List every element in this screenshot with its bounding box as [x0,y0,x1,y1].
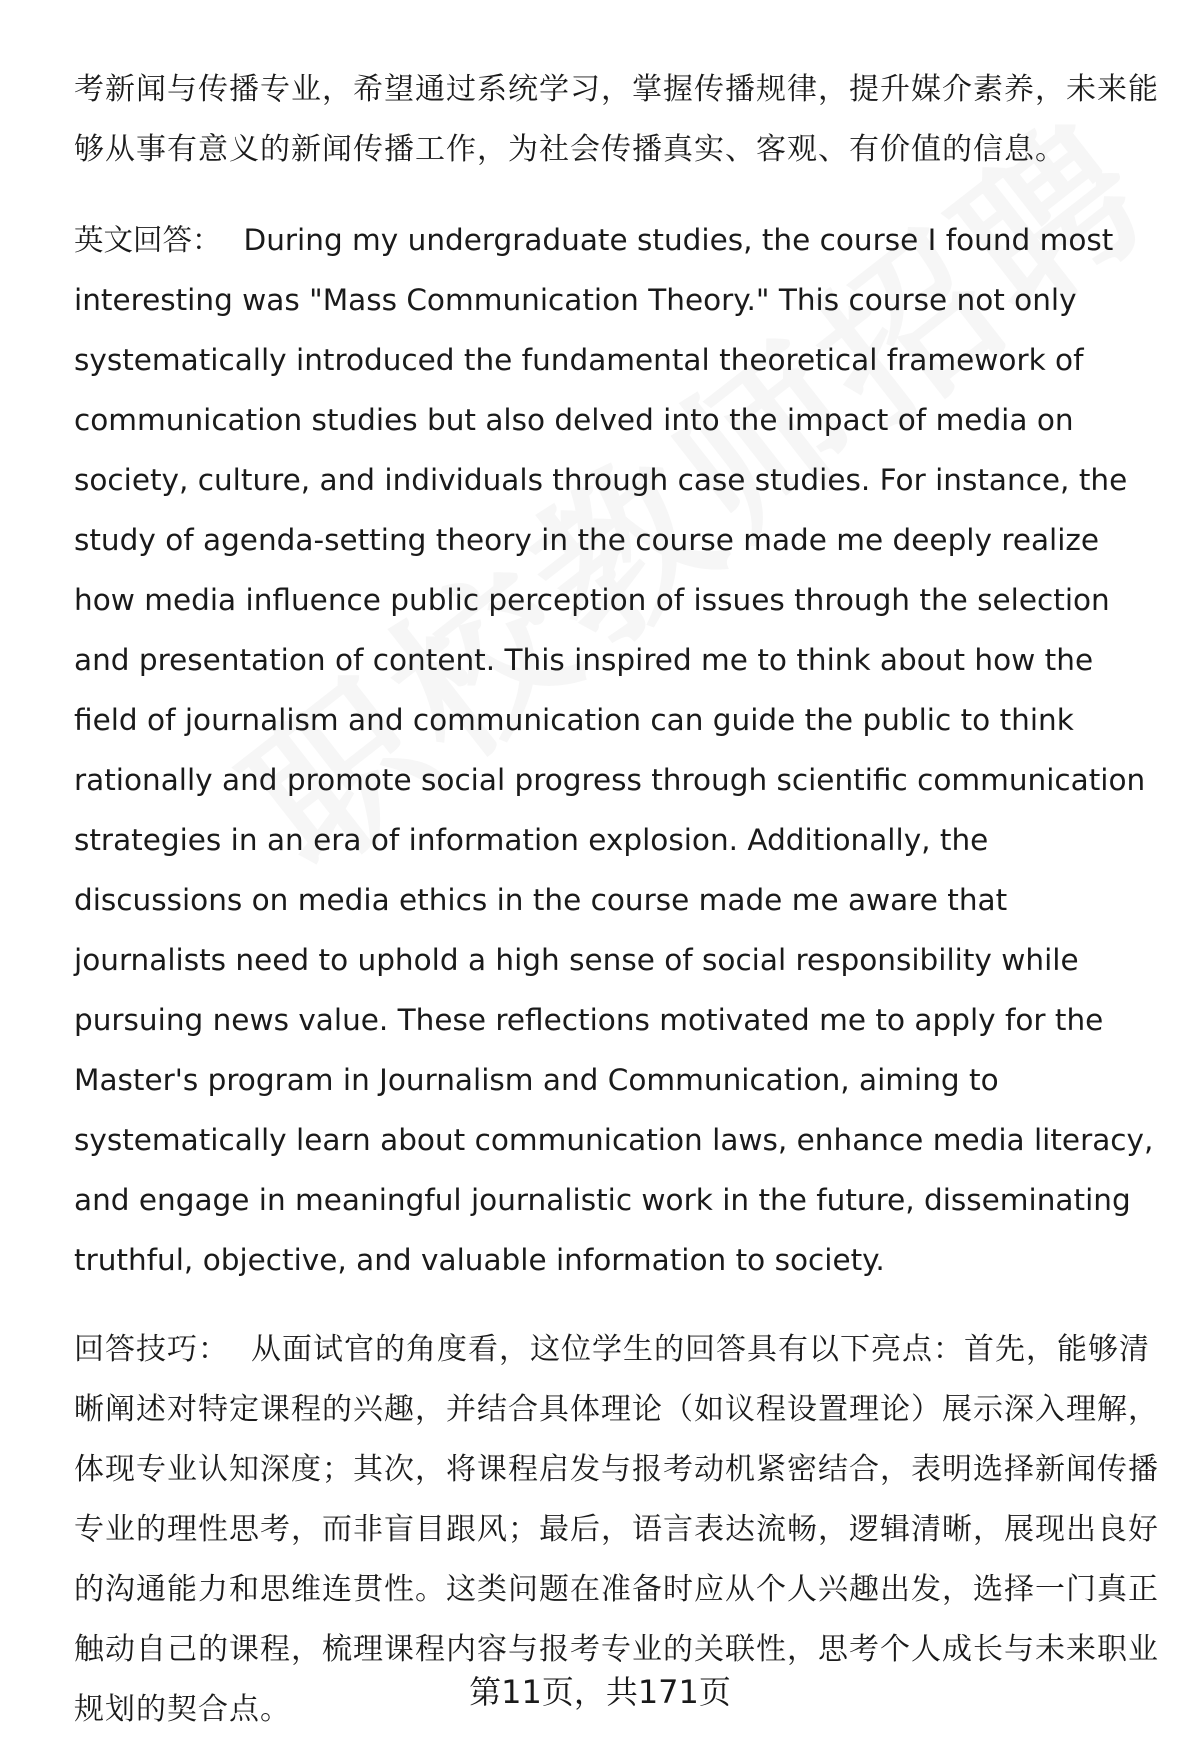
english-answer-paragraph [74,210,1160,1290]
answer-tips-text: 从面试官的角度看，这位学生的回答具有以下亮点：首先，能够清晰阐述对特定课程的兴趣，并结合具体理论（如议程设置理论）展示深入理解，体现专业认知深度；其次，将课程启发与报考动机紧密结合，表明选择新闻传播专业的理性思考，而非盲目跟风；最后，语言表达流畅，逻辑清晰，展现出良好的沟通能力和思维连贯性。这类问题在准备时应从个人兴趣出发，选择一门真正触动自己的课程，梳理课程内容与报考专业的关联性，思考个人成长与未来职业规划的契合点。 [74,1332,1159,1727]
english-answer-label: 英文回答： [74,223,222,257]
english-answer-text: During my undergraduate studies, the course I found most interesting was "Mass Communication Theory." This course not only systematically introduced the fundamental theoretical framework of communication studies but also delved into the impact of media on society, culture, and individuals through case studies. For instance, the study of agenda-setting theory in the course made me deeply realize how media influence public perception of issues through the selection and presentation of content. This inspired me to think about how the field of journalism and communication can guide the public to think rationally and promote social progress through scientific communication strategies in an era of information explosion. Additionally, the discussions on media ethics in the course made me aware that journalists need to uphold a high sense of social responsibility while pursuing news value. These reflections motivated me to apply for the Master's program in Journalism and Communication, aiming to systematically learn about communication laws, enhance media literacy, and engage in meaningful journalistic work in the future, disseminating truthful, objective, and valuable information to society. [74,223,1154,1277]
answer-tips-label: 回答技巧： [74,1332,229,1367]
paragraph-gap [74,180,1160,210]
page-number-footer: 第11页，共171页 [469,1673,731,1711]
chinese-answer-continuation: 考新闻与传播专业，希望通过系统学习，掌握传播规律，提升媒介素养，未来能够从事有意义的新闻传播工作，为社会传播真实、客观、有价值的信息。 [74,72,1159,167]
document-body [74,60,1160,1740]
paragraph-gap [74,1290,1160,1320]
